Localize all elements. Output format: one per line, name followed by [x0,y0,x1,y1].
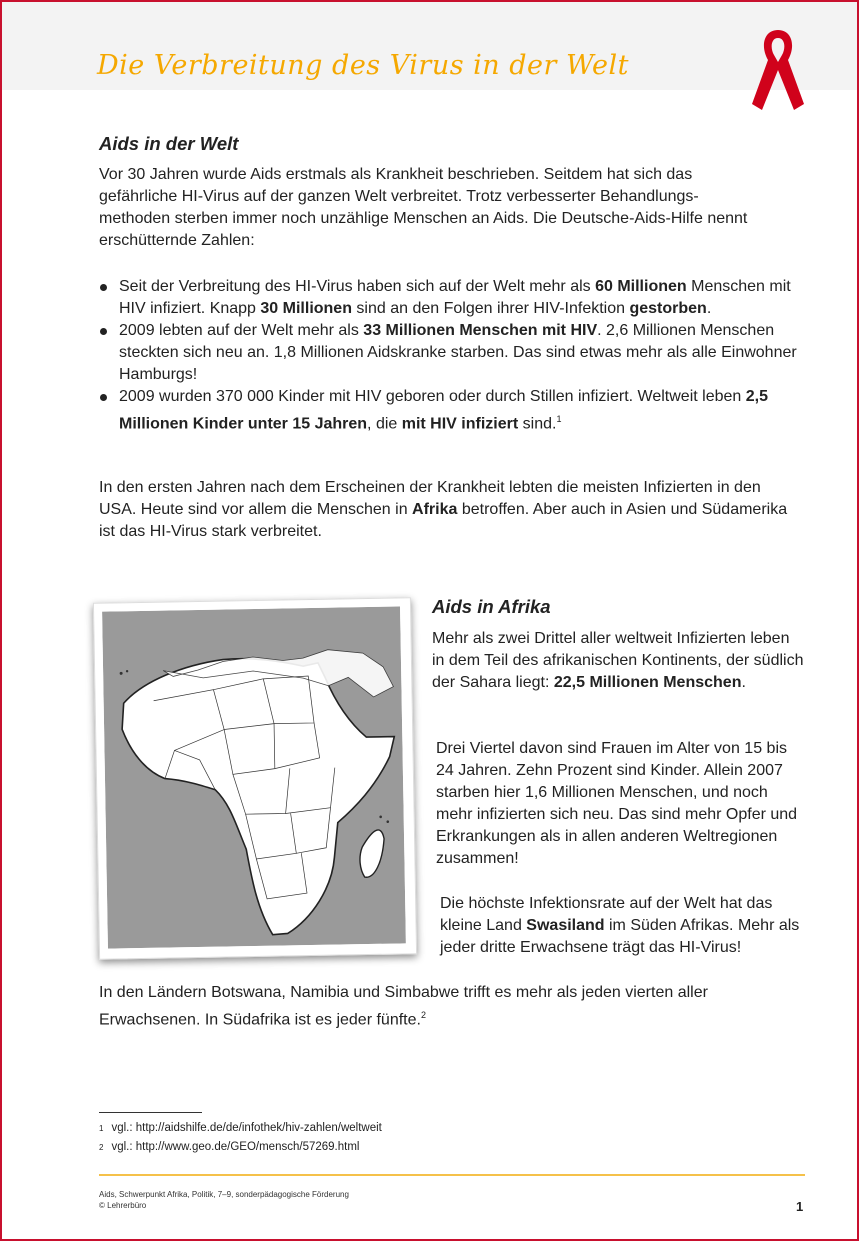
footnote-divider [99,1112,202,1113]
footer-divider [99,1174,805,1176]
list-item: 2009 wurden 370 000 Kinder mit HIV geboren oder durch Stillen infiziert. Weltweit leben 2,5 Millionen Kinder unter 15 Jahren, die mit HIV infiziert sind.$^1$ [99,386,819,435]
closing-paragraph: In den ersten Jahren nach dem Erscheinen der Krankheit lebten die meisten Infizierten in den USA. Heute sind vor allem die Menschen in Afrika betroffen. Aber auch in Asien und Südamerika ist das HI-Virus stark verbreitet. [99,479,788,540]
section-heading-africa: Aids in Afrika [432,596,551,617]
list-item: 2009 lebten auf der Welt mehr als 33 Millionen Menschen mit HIV. 2,6 Millionen Menschen steckten sich neu an. 1,8 Millionen Aidskranke starben. Das sind etwas mehr als alle Einwohner Hamburgs! [99,320,819,386]
africa-paragraph-3: Die höchste Infektionsrate auf der Welt hat das kleine Land Swasiland im Süden Afrikas. Mehr als jeder dritte Erwachsene trägt das HI-Virus! [440,895,800,956]
footer-line: Aids, Schwerpunkt Afrika, Politik, 7–9, sonderpädagogische Förderung [99,1190,349,1199]
facts-list [99,276,819,435]
africa-paragraph-1: Mehr als zwei Drittel aller weltweit Infizierten leben in dem Teil des afrikanischen Kontinents, der südlich der Sahara liegt: 22,5 Millionen Menschen. [432,630,804,691]
page-title: Die Verbreitung des Virus in der Welt [97,50,630,81]
africa-map-photo [93,597,417,959]
footnotes [99,1119,382,1157]
aids-ribbon-icon [748,24,808,116]
list-item: Seit der Verbreitung des HI-Virus haben sich auf der Welt mehr als 60 Millionen Menschen mit HIV infiziert. Knapp 30 Millionen sind an den Folgen ihrer HIV-Infektion gestorben. [99,276,819,320]
page-number: 1 [796,1199,804,1214]
footnote: $^2$ vgl.: http://www.geo.de/GEO/mensch/57269.html [99,1141,360,1153]
africa-map [102,606,406,948]
footer-source [99,1189,349,1211]
africa-paragraph-4: In den Ländern Botswana, Namibia und Simbabwe trifft es mehr als jeden vierten aller Erwachsenen. In Südafrika ist es jeder fünfte.$^2$ [99,984,708,1029]
intro-paragraph: Vor 30 Jahren wurde Aids erstmals als Krankheit beschrieben. Seitdem hat sich das gefährliche HI-Virus auf der ganzen Welt verbreitet. Trotz verbesserter Behandlungs-methoden sterben immer noch unzählige Menschen an Aids. Die Deutsche-Aids-Hilfe nennt erschütternde Zahlen: [99,166,748,249]
footnote: $^1$ vgl.: http://aidshilfe.de/de/infothek/hiv-zahlen/weltweit [99,1122,382,1134]
footer-copyright: © Lehrerbüro [99,1201,147,1210]
section-heading-world: Aids in der Welt [99,133,239,154]
africa-paragraph-2: Drei Viertel davon sind Frauen im Alter von 15 bis 24 Jahren. Zehn Prozent sind Kinder. Allein 2007 starben hier 1,6 Millionen Menschen, und noch mehr infizierten sich neu. Das sind mehr Opfer und Erkrankungen als in allen anderen Weltregionen zusammen! [436,740,798,867]
